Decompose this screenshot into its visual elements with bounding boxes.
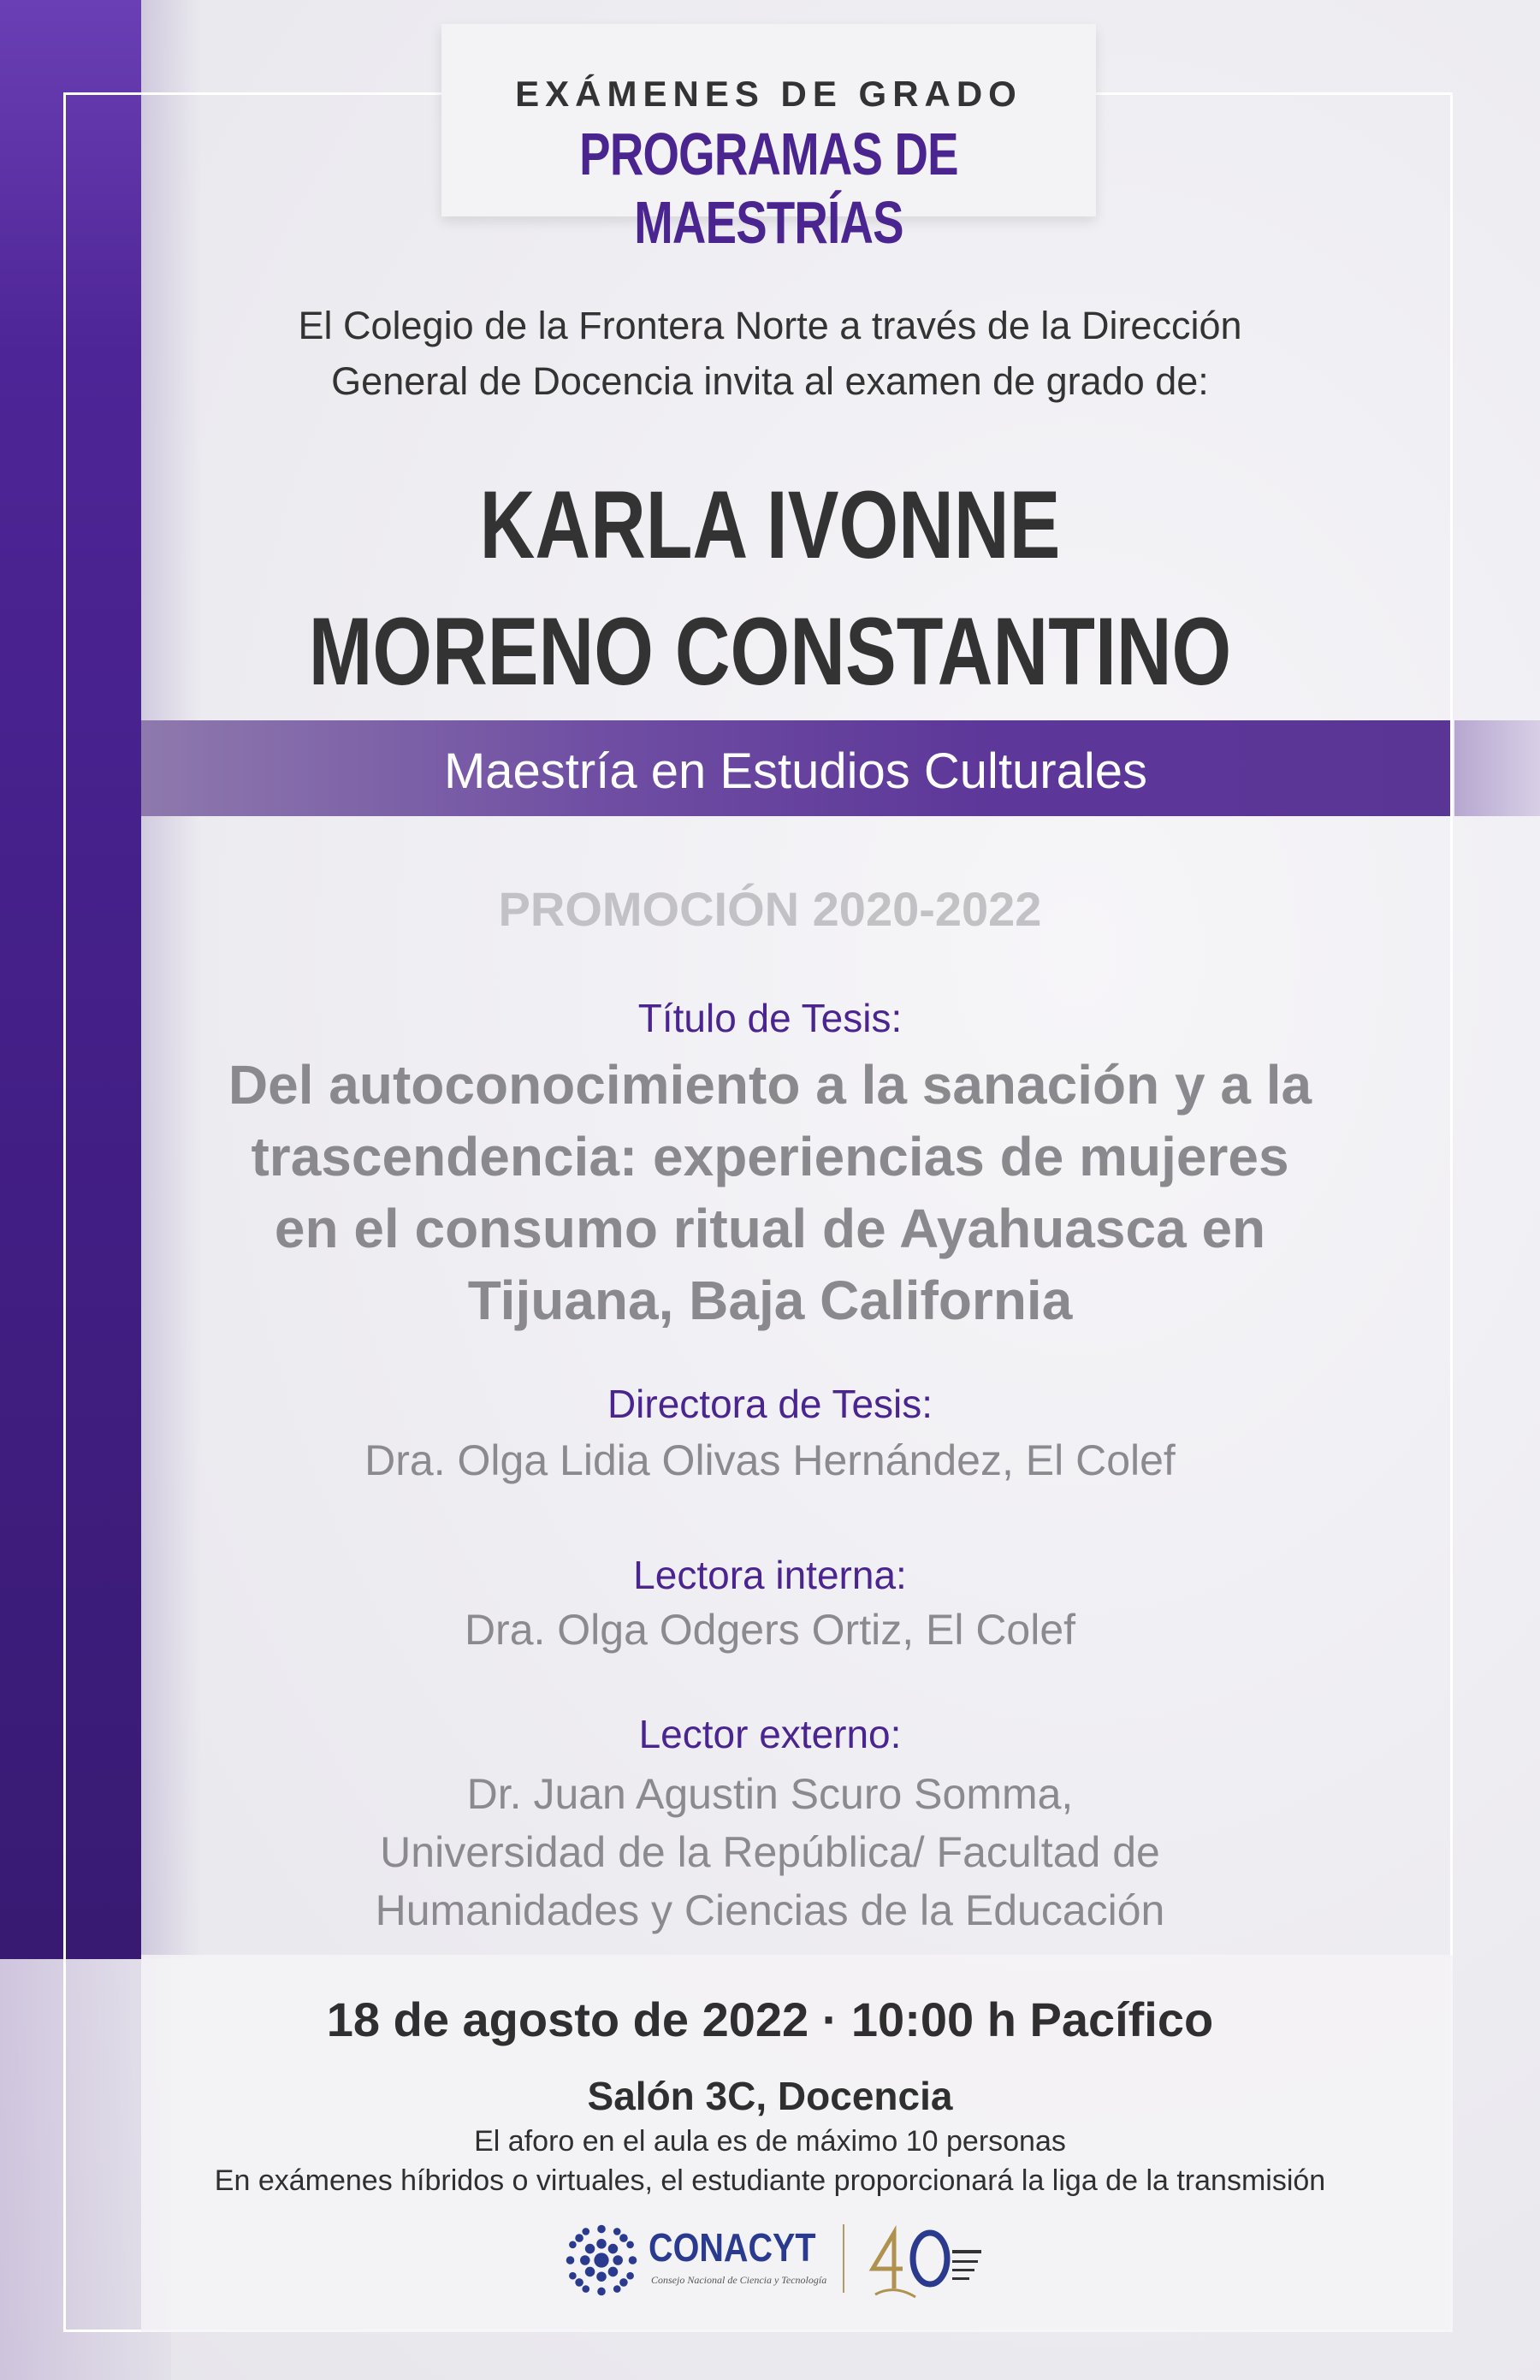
external-reader-line-2: Universidad de la República/ Facultad de [380, 1828, 1160, 1876]
director-label: Directora de Tesis: [607, 1382, 933, 1426]
event-datetime: 18 de agosto de 2022 · 10:00 h Pacífico [326, 1992, 1214, 2046]
capacity-note: El aforo en el aula es de máximo 10 personas [474, 2125, 1066, 2158]
colef-40-anos-logo-icon [868, 2216, 988, 2310]
external-reader-line-3: Humanidades y Ciencias de la Educación [375, 1886, 1165, 1934]
program-name: Maestría en Estudios Culturales [443, 743, 1148, 799]
internal-reader-value: Dra. Olga Odgers Ortiz, El Colef [464, 1606, 1076, 1654]
streaming-note: En exámenes híbridos o virtuales, el estudiante proporcionará la liga de la transmisión [214, 2164, 1326, 2197]
director-value: Dra. Olga Lidia Olivas Hernández, El Colef [364, 1436, 1176, 1484]
thesis-line-1: Del autoconocimiento a la sanación y a la [228, 1054, 1312, 1116]
candidate-name-line-2: MORENO CONSTANTINO [308, 598, 1232, 705]
external-reader-line-1: Dr. Juan Agustin Scuro Somma, [466, 1770, 1074, 1818]
promotion: PROMOCIÓN 2020-2022 [498, 882, 1042, 936]
thesis-line-4: Tijuana, Baja California [467, 1270, 1073, 1331]
intro-line-2: General de Docencia invita al examen de grado de: [331, 359, 1209, 403]
header-box [441, 24, 1096, 256]
header-title: PROGRAMAS DE MAESTRÍAS [579, 121, 958, 256]
event-venue: Salón 3C, Docencia [587, 2074, 953, 2118]
thesis-line-3: en el consumo ritual de Ayahuasca en [274, 1198, 1266, 1259]
intro-text [0, 298, 1540, 409]
thesis-title [0, 1049, 1540, 1336]
header-kicker: EXÁMENES DE GRADO [515, 74, 1022, 114]
candidate-name-line-1: KARLA IVONNE [479, 471, 1061, 578]
conacyt-logo-icon [560, 2219, 643, 2301]
external-reader-value [0, 1765, 1540, 1939]
intro-line-1: El Colegio de la Frontera Norte a través de la Dirección [298, 304, 1242, 347]
thesis-line-2: trascendencia: experiencias de mujeres [251, 1126, 1289, 1187]
conacyt-name: CONACYT [649, 2225, 816, 2270]
external-reader-label: Lector externo: [638, 1712, 902, 1756]
logo-divider [843, 2224, 844, 2293]
internal-reader-label: Lectora interna: [633, 1553, 907, 1597]
thesis-label: Título de Tesis: [637, 996, 903, 1040]
program-band-right [1454, 720, 1540, 816]
conacyt-subtitle: Consejo Nacional de Ciencia y Tecnología [651, 2274, 827, 2286]
candidate-name [154, 462, 1386, 715]
sponsor-logos [560, 2216, 1005, 2314]
